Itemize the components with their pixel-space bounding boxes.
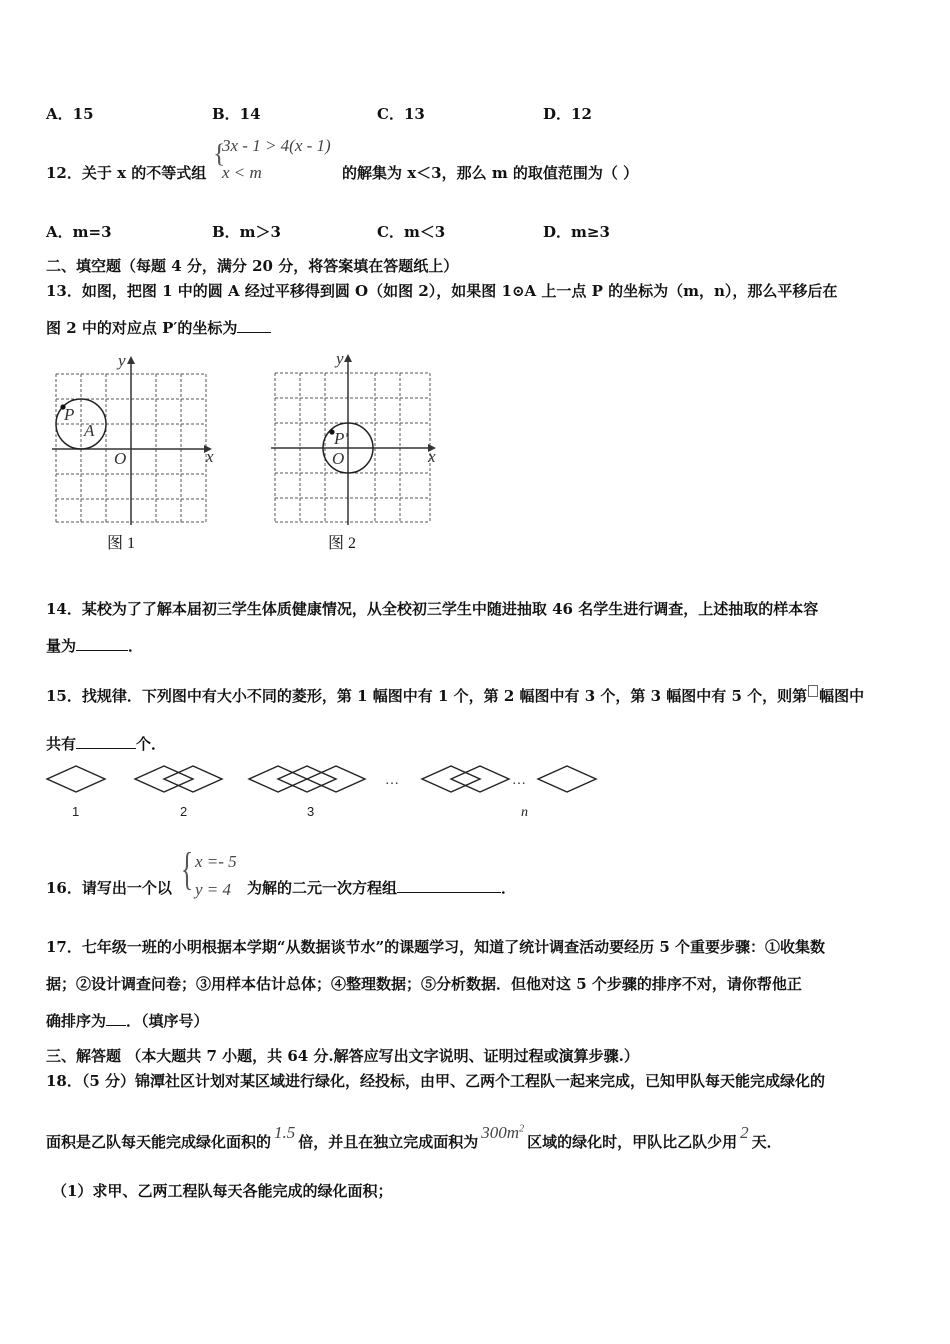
- q15-placeholder-box: [808, 685, 818, 697]
- q13-figure-1: [44, 350, 224, 525]
- q17-answer-blank: [106, 1011, 126, 1026]
- q13-line1: 13．如图，把图 1 中的圆 A 经过平移得到圆 O（如图 2），如果图 1⊙A 上一点 P 的坐标为（m，n），那么平移后在: [46, 282, 838, 300]
- q15-label-2: 2: [180, 804, 188, 819]
- q13-figure-2: [262, 348, 442, 525]
- q17-line1: 17．七年级一班的小明根据本学期“从数据谈节水”的课题学习，知道了统计调查活动要经历 5 个重要步骤：①收集数: [46, 938, 826, 956]
- q12-option-d: D．m≥3: [543, 223, 610, 241]
- q12-option-c: C．m＜3: [377, 223, 446, 241]
- q11-option-d: D．12: [543, 105, 592, 123]
- q16-answer-blank: [397, 878, 501, 893]
- q18-sub1: （1）求甲、乙两工程队每天各能完成的绿化面积；: [52, 1182, 393, 1200]
- q16-prefix: 16．请写出一个以: [46, 879, 172, 897]
- q18-value-ratio: 1.5: [274, 1123, 296, 1142]
- q12-eq1: 3x - 1 > 4(x - 1): [222, 136, 331, 155]
- q15-line1: 15．找规律．下列图中有大小不同的菱形，第 1 幅图中有 1 个，第 2 幅图中有 3 个，第 3 幅图中有 5 个，则第 幅图中: [46, 687, 865, 705]
- q14-line1: 14．某校为了了解本届初三学生体质健康情况，从全校初三学生中随进抽取 46 名学生进行调查，上述抽取的样本容: [46, 600, 819, 618]
- q13-answer-blank: [237, 318, 271, 333]
- q15-rhombus-figures: [40, 762, 610, 822]
- q18-line1: 18．（5 分）锦潭社区计划对某区域进行绿化，经投标，由甲、乙两个工程队一起来完成，已知甲队每天能完成绿化的: [46, 1072, 826, 1090]
- q16-eq2: y = 4: [195, 880, 232, 899]
- fig1-label-a: A: [84, 421, 95, 440]
- q17-line2: 据；②设计调查问卷；③用样本估计总体；④整理数据；⑤分析数据．但他对这 5 个步骤的排序不对，请你帮他正: [46, 975, 802, 993]
- q14-answer-blank: [76, 636, 128, 651]
- q15-label-1: 1: [72, 804, 80, 819]
- fig2-label-x: x: [428, 447, 436, 466]
- fig1-label-x: x: [206, 447, 214, 466]
- fig1-label-y: y: [118, 351, 126, 370]
- fig2-label-o: O: [332, 449, 345, 468]
- q16-brace: {: [181, 843, 194, 894]
- q18-line2: 面积是乙队每天能完成绿化面积的 1.5 倍，并且在独立完成面积为 $300m^2$区域的绿化时，甲队比乙队少用 2 天．: [46, 1123, 782, 1151]
- fig1-label-p: P: [64, 405, 75, 424]
- fig1-caption: 图 1: [107, 535, 136, 552]
- fig2-caption: 图 2: [328, 535, 357, 552]
- q15-answer-blank: [76, 734, 136, 749]
- section2-heading: 二、填空题（每题 4 分，满分 20 分，将答案填在答题纸上）: [46, 257, 459, 275]
- q13-line2: 图 2 中的对应点 P′的坐标为: [46, 317, 271, 338]
- fig2-label-y: y: [336, 349, 344, 368]
- q12-suffix: 的解集为 x＜3，那么 m 的取值范围为（ ）: [342, 164, 639, 182]
- q17-line3: 确排序为 ．（填序号）: [46, 1012, 209, 1030]
- q15-ellipsis-1: …: [385, 773, 399, 788]
- q18-value-days: 2: [740, 1123, 749, 1142]
- q12-option-b: B．m＞3: [212, 223, 281, 241]
- q11-option-b: B．14: [212, 105, 261, 123]
- q11-option-a: A．15: [46, 105, 94, 123]
- section3-heading: 三、解答题 （本大题共 7 小题，共 64 分.解答应写出文字说明、证明过程或演算步骤.）: [46, 1047, 639, 1065]
- q12-prefix: 12．关于 x 的不等式组: [46, 164, 207, 182]
- q14-line2: 量为 ．: [46, 637, 144, 655]
- fig2-label-p-prime: P': [334, 429, 349, 448]
- q18-value-area: $300m^2$: [481, 1123, 525, 1142]
- q15-label-3: 3: [307, 804, 315, 819]
- q16-eq1: x =- 5: [195, 852, 237, 871]
- q12-eq2: x < m: [222, 163, 262, 182]
- q15-line2: 共有 个．: [46, 735, 167, 753]
- q15-ellipsis-2: …: [512, 773, 526, 788]
- q16-suffix: 为解的二元一次方程组 ．: [247, 879, 517, 897]
- q15-label-n: n: [521, 805, 528, 820]
- q11-option-c: C．13: [377, 105, 425, 123]
- q12-brace: {: [213, 139, 226, 168]
- fig1-label-o: O: [114, 449, 127, 468]
- q12-option-a: A．m=3: [46, 223, 112, 241]
